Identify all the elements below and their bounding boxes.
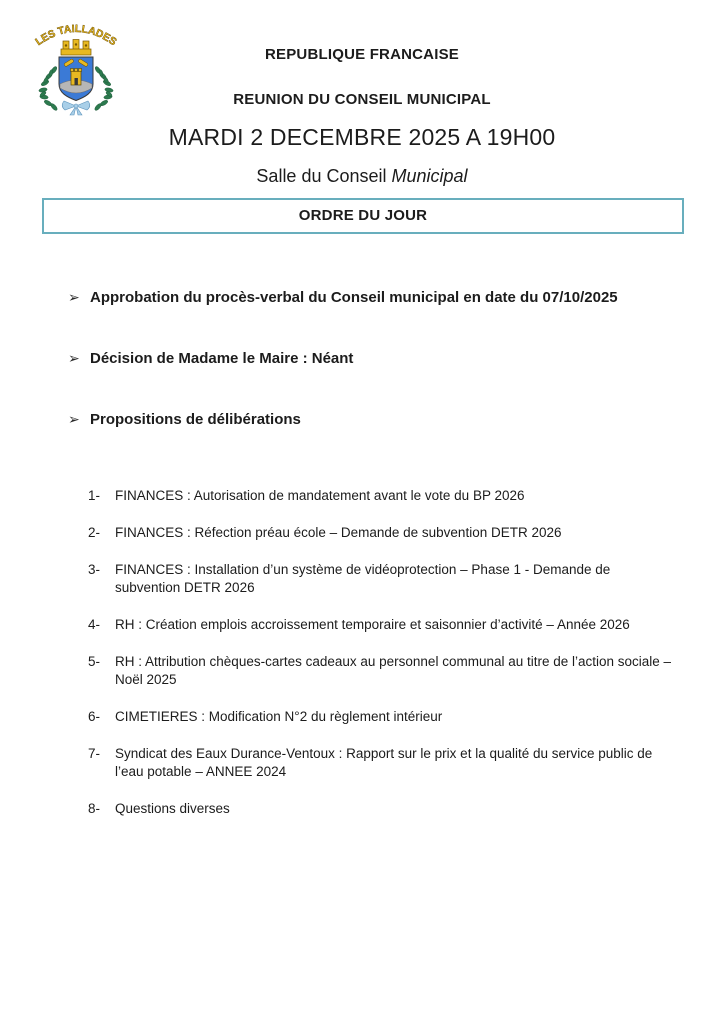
item-number: 4-: [88, 617, 101, 632]
meeting-title: REUNION DU CONSEIL MUNICIPAL: [233, 91, 491, 108]
meeting-location: [0, 166, 724, 187]
item-text: CIMETIERES : Modification N°2 du règlement intérieur: [115, 709, 443, 724]
item-text: Questions diverses: [115, 801, 230, 816]
list-item: [88, 800, 724, 818]
crest-banner-text: LES TAILLADES: [33, 22, 119, 49]
arrow-bullet-icon: ➢: [68, 411, 80, 427]
item-text: RH : Création emplois accroissement temporaire et saisonnier d’activité – Année 2026: [115, 617, 630, 632]
bullet-approbation: [68, 288, 724, 307]
list-item: [88, 653, 724, 689]
item-number: 7-: [88, 746, 101, 761]
agenda-title-box: [42, 198, 684, 234]
list-item: [88, 561, 724, 597]
item-number: 1-: [88, 488, 101, 503]
item-number: 6-: [88, 709, 101, 724]
list-item: [88, 524, 724, 542]
bullet-text: Propositions de délibérations: [90, 411, 301, 428]
republic-title: REPUBLIQUE FRANCAISE: [264, 46, 459, 63]
crown-icon: [61, 40, 91, 56]
location-regular: Salle du Conseil: [256, 166, 392, 186]
list-item: [88, 487, 724, 505]
location-italic: Municipal: [391, 166, 468, 186]
item-text: FINANCES : Réfection préau école – Demande de subvention DETR 2026: [115, 525, 562, 540]
item-text: FINANCES : Installation d’un système de vidéoprotection – Phase 1 - Demande de subvention DETR 2026: [115, 562, 611, 595]
item-number: 3-: [88, 562, 101, 577]
item-text: RH : Attribution chèques-cartes cadeaux au personnel communal au titre de l’action sociale – Noël 2025: [115, 654, 672, 687]
arrow-bullet-icon: ➢: [68, 289, 80, 305]
deliberation-list: [68, 487, 724, 818]
item-number: 5-: [88, 654, 101, 669]
list-item: [88, 616, 724, 634]
crest-svg: [30, 14, 122, 118]
item-text: Syndicat des Eaux Durance-Ventoux : Rapport sur le prix et la qualité du service public de l’eau potable – ANNEE 2024: [115, 746, 653, 779]
ribbon-icon: [62, 101, 90, 115]
item-number: 8-: [88, 801, 101, 816]
tower-icon: [71, 69, 82, 86]
agenda-title: ORDRE DU JOUR: [298, 207, 428, 224]
arrow-bullet-icon: ➢: [68, 350, 80, 366]
bullet-text: Approbation du procès-verbal du Conseil municipal en date du 07/10/2025: [90, 289, 618, 306]
bullet-decision: [68, 349, 724, 368]
agenda-content: [0, 288, 724, 818]
bullet-text: Décision de Madame le Maire : Néant: [90, 350, 354, 367]
les-taillades-coat-of-arms-icon: [30, 14, 122, 118]
list-item: [88, 708, 724, 726]
bullet-propositions: [68, 410, 724, 429]
meeting-datetime: MARDI 2 DECEMBRE 2025 A 19H00: [168, 124, 556, 150]
item-number: 2-: [88, 525, 101, 540]
list-item: [88, 745, 724, 781]
item-text: FINANCES : Autorisation de mandatement avant le vote du BP 2026: [115, 488, 525, 503]
